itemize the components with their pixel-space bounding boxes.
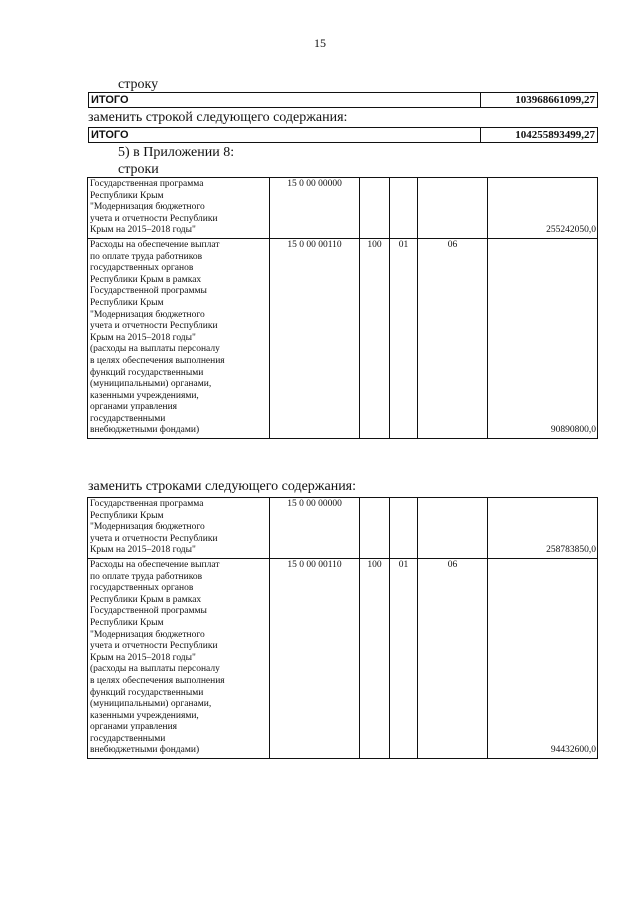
section1-lead: строку	[118, 77, 159, 92]
row-pr: 06	[418, 558, 488, 758]
row-pr: 06	[418, 238, 488, 438]
table-row	[88, 178, 598, 239]
row-name: Государственная программа Республики Крым "Модернизация бюджетного учета и отчетности Республики Крым на 2015–2018 годы"	[88, 178, 270, 239]
itogo-old-value: 103968661099,27	[480, 93, 597, 107]
itogo-new-value: 104255893499,27	[480, 128, 597, 142]
table-row	[88, 498, 598, 559]
row-name: Государственная программа Республики Крым "Модернизация бюджетного учета и отчетности Республики Крым на 2015–2018 годы"	[88, 498, 270, 559]
section1-replace-text: заменить строкой следующего содержания:	[88, 110, 348, 125]
table-row	[88, 558, 598, 758]
itogo-old-label: ИТОГО	[91, 94, 129, 106]
section2-lead: строки	[118, 162, 159, 177]
row-amount: 255242050,0	[488, 178, 598, 239]
row-pr	[418, 498, 488, 559]
itogo-new-label: ИТОГО	[91, 129, 129, 141]
itogo-new-row	[88, 127, 598, 143]
row-rz: 01	[390, 558, 418, 758]
new-rows-table	[87, 497, 598, 759]
table-row	[88, 238, 598, 438]
page-number: 15	[314, 36, 326, 50]
row-amount: 94432600,0	[488, 558, 598, 758]
row-vr: 100	[360, 558, 390, 758]
row-name: Расходы на обеспечение выплат по оплате труда работников государственных органов Республики Крым в рамках Государственной программы Республики Крым "Модернизация бюджетного учета и отчетности Республики Крым на 2015–2018 годы" (расходы на выплаты персоналу в целях обеспечения выполнения функций государственными (муниципальными) органами, казенными учреждениями, органами управления государственными внебюджетными фондами)	[88, 558, 270, 758]
section2-replace-text: заменить строками следующего содержания:	[88, 479, 357, 494]
row-vr: 100	[360, 238, 390, 438]
itogo-old-row	[88, 92, 598, 108]
row-code: 15 0 00 00110	[270, 238, 360, 438]
row-rz	[390, 178, 418, 239]
row-amount: 258783850,0	[488, 498, 598, 559]
row-rz	[390, 498, 418, 559]
row-pr	[418, 178, 488, 239]
row-vr	[360, 498, 390, 559]
row-rz: 01	[390, 238, 418, 438]
row-code: 15 0 00 00000	[270, 498, 360, 559]
row-name: Расходы на обеспечение выплат по оплате труда работников государственных органов Республики Крым в рамках Государственной программы Республики Крым "Модернизация бюджетного учета и отчетности Республики Крым на 2015–2018 годы" (расходы на выплаты персоналу в целях обеспечения выполнения функций государственными (муниципальными) органами, казенными учреждениями, органами управления государственными внебюджетными фондами)	[88, 238, 270, 438]
section2-heading: 5) в Приложении 8:	[118, 145, 235, 160]
row-vr	[360, 178, 390, 239]
row-code: 15 0 00 00110	[270, 558, 360, 758]
old-rows-table	[87, 177, 598, 439]
row-amount: 90890800,0	[488, 238, 598, 438]
row-code: 15 0 00 00000	[270, 178, 360, 239]
